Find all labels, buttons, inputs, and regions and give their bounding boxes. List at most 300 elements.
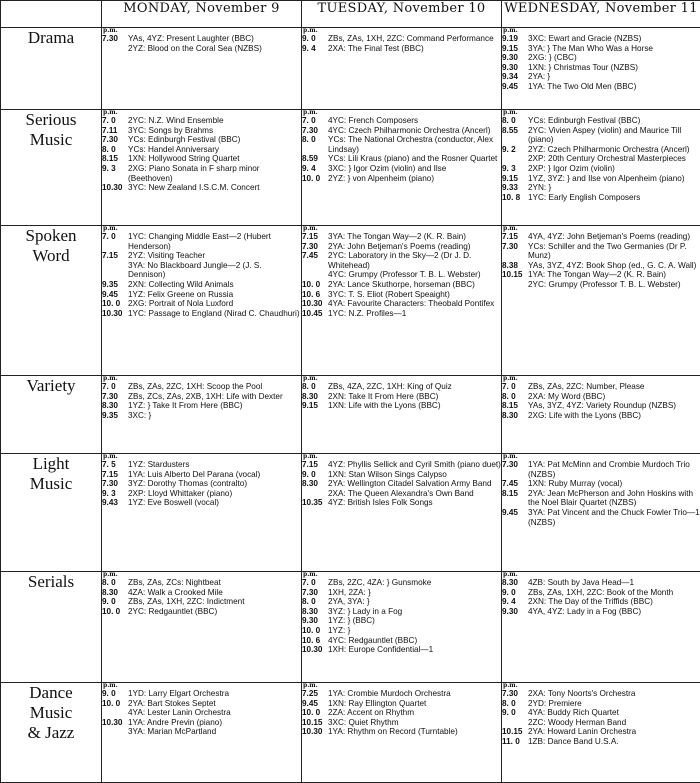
category-label-line: Music [1,703,101,723]
program-title: 2YZ: Visiting Teacher [128,251,301,261]
program-time: 10.45 [302,309,328,319]
program-time: 8.15 [502,401,528,411]
program-entry [102,401,301,411]
program-title: 1XN: Ray Ellington Quartet [328,699,501,709]
program-entry [502,154,700,164]
program-entry [502,508,700,527]
schedule-cell-monday [102,226,302,376]
schedule-cell-wednesday [502,226,700,376]
program-entry [302,626,501,636]
program-entry [102,116,301,126]
program-time: 10.30 [102,309,128,319]
program-title: YCs: The National Orchestra (conductor, Alex Lindsay) [328,135,501,154]
pm-label: p.m. [503,454,700,460]
pm-label: p.m. [103,28,301,34]
program-time: 9.15 [302,401,328,411]
program-title: 3YZ: } Lady in a Fog [328,607,501,617]
program-time: 10. 0 [102,299,128,309]
program-entry [302,382,501,392]
program-entry [302,232,501,242]
schedule-cell-wednesday [502,572,700,683]
program-entry [302,636,501,646]
program-title: 4YZ: Phyllis Sellick and Cyril Smith (piano duet) [328,460,501,470]
program-time: 10. 0 [102,607,128,617]
program-time: 8. 0 [302,135,328,154]
program-entry [502,116,700,126]
program-time: 8. 0 [102,145,128,155]
program-entry [102,232,301,251]
program-time: 8. 0 [102,578,128,588]
program-time: 8.30 [502,411,528,421]
program-title: YCs: Schiller and the Two Germanies (Dr P. Munz) [528,242,700,261]
schedule-cell-wednesday [502,110,700,226]
program-title: ZBs, 2ZC, 4ZA: } Gunsmoke [328,578,501,588]
program-entry [102,382,301,392]
program-entry [502,411,700,421]
pm-label: p.m. [103,454,301,460]
program-time: 9.45 [502,82,528,92]
program-title: 1YA: Rhythm on Record (Turntable) [328,727,501,737]
program-title: 4YA: Lester Lanin Orchestra [128,708,301,718]
program-title: YCs: Handel Anniversary [128,145,301,155]
pm-label: p.m. [303,376,501,382]
pm-label: p.m. [503,572,700,578]
category-label-line: Serials [1,572,101,592]
program-title: 2YC: Vivien Aspey (violin) and Maurice Till (piano) [528,126,700,145]
program-title: 3YA: } The Man Who Was a Horse [528,44,700,54]
program-title: 2YD: Premiere [528,699,700,709]
schedule-cell-monday [102,454,302,572]
schedule-cell-wednesday [502,454,700,572]
program-entry [102,183,301,193]
program-entry [102,699,301,709]
program-entry [302,135,501,154]
category-label-line: Spoken [1,226,101,246]
program-time [102,261,128,280]
program-time: 7.30 [302,242,328,252]
schedule-cell-monday [102,572,302,683]
program-time: 10. 0 [302,280,328,290]
program-time: 9.30 [502,63,528,73]
program-title: 1YA: Andre Previn (piano) [128,718,301,728]
schedule-cell-tuesday [302,376,502,454]
schedule-cell-monday [102,683,302,783]
program-title: 2XA: My Word (BBC) [528,392,700,402]
program-entry [102,392,301,402]
program-title: ZBs, ZAs, 1XH, 2ZC: Indictment [128,597,301,607]
program-title: 1YZ: Stardusters [128,460,301,470]
program-entry [502,232,700,242]
program-title: 4YA, 4YZ: Lady in a Fog (BBC) [528,607,700,617]
day-header-tuesday: TUESDAY, November 10 [302,1,502,28]
program-time: 8. 0 [502,116,528,126]
category-label-line: & Jazz [1,723,101,743]
program-entry [102,135,301,145]
program-title: 4YA: Favourite Characters: Theobald Pontifex [328,299,501,309]
program-entry [502,588,700,598]
program-title: YAs, 3YZ, 4YZ: Variety Roundup (NZBS) [528,401,700,411]
program-title: YCs: Lili Kraus (piano) and the Rosner Quartet [328,154,501,164]
program-entry [302,708,501,718]
program-entry [102,689,301,699]
program-entry [302,299,501,309]
schedule-cell-wednesday [502,683,700,783]
program-entry [502,34,700,44]
program-time: 7.15 [302,232,328,242]
program-entry [102,44,301,54]
category-row [1,226,700,376]
program-time [502,280,528,290]
program-entry [502,145,700,155]
pm-label: p.m. [503,28,700,34]
program-time [302,489,328,499]
program-entry [102,126,301,136]
program-title: 1YD: Larry Elgart Orchestra [128,689,301,699]
program-entry [302,479,501,489]
category-label-line: Word [1,246,101,266]
category-label [1,376,102,454]
program-entry [502,708,700,718]
program-title: 1XH: Europe Confidential—1 [328,645,501,655]
program-title: 4YC: Redgauntlet (BBC) [328,636,501,646]
program-time: 10. 6 [302,290,328,300]
program-time: 7. 0 [102,116,128,126]
program-time: 7.15 [502,232,528,242]
category-label [1,454,102,572]
program-entry [502,727,700,737]
program-title: YCs: Edinburgh Festival (BBC) [128,135,301,145]
program-time [502,154,528,164]
program-entry [102,251,301,261]
program-title: ZBs, ZAs, 2ZC, 1XH: Scoop the Pool [128,382,301,392]
program-title: 2XP: 20th Century Orchestral Masterpieces [528,154,700,164]
schedule-cell-tuesday [302,226,502,376]
program-entry [302,718,501,728]
program-time: 7. 0 [102,382,128,392]
program-title: 1XN: } Christmas Tour (NZBS) [528,63,700,73]
program-time: 7.25 [302,689,328,699]
program-time: 8.30 [302,607,328,617]
category-row [1,110,700,226]
program-title: YCs: Edinburgh Festival (BBC) [528,116,700,126]
pm-label: p.m. [503,226,700,232]
program-title: YAs, 4YZ: Present Laughter (BBC) [128,34,301,44]
program-entry [502,489,700,508]
program-entry [302,34,501,44]
program-time: 10.35 [302,498,328,508]
program-time: 10.30 [302,645,328,655]
pm-label: p.m. [103,110,301,116]
program-time: 8.30 [302,479,328,489]
program-time: 7.30 [102,392,128,402]
program-entry [302,645,501,655]
program-title: 3YA: The Tongan Way—2 (K. R. Bain) [328,232,501,242]
program-time: 9. 0 [502,708,528,718]
program-time: 10. 0 [302,708,328,718]
schedule-cell-monday [102,28,302,110]
program-time: 7. 0 [302,578,328,588]
category-label [1,28,102,110]
program-title: 4YC: Czech Philharmonic Orchestra (Ancerl) [328,126,501,136]
program-time: 7.30 [302,126,328,136]
program-time: 9.30 [302,616,328,626]
program-time: 7.15 [302,460,328,470]
program-time [102,727,128,737]
program-time: 9.30 [502,53,528,63]
program-title: ZBs, ZCs, ZAs, 2XB, 1XH: Life with Dexter [128,392,301,402]
program-time: 9. 3 [102,489,128,499]
program-time [102,708,128,718]
program-entry [302,616,501,626]
program-title: 2YA, 3YA: } [328,597,501,607]
program-time: 7.30 [502,460,528,479]
program-title: 4ZA: Walk a Crooked Mile [128,588,301,598]
schedule-cell-tuesday [302,683,502,783]
program-entry [302,689,501,699]
program-time: 9.45 [302,699,328,709]
program-time: 8.55 [502,126,528,145]
program-entry [502,689,700,699]
program-title: 2YC: Laboratory in the Sky—2 (Dr J. D. Whitehead) [328,251,501,270]
program-entry [502,126,700,145]
program-entry [302,242,501,252]
program-title: ZBs, 4ZA, 2ZC, 1XH: King of Quiz [328,382,501,392]
program-title: 1YZ: } (BBC) [328,616,501,626]
program-entry [302,578,501,588]
program-time: 9. 0 [102,689,128,699]
program-entry [102,145,301,155]
program-title: 2XG: Piano Sonata in F sharp minor (Beethoven) [128,164,301,183]
program-time: 8.30 [502,578,528,588]
program-title: 2YA: Jean McPherson and John Hoskins with the Noel Blair Quartet (NZBS) [528,489,700,508]
program-time: 10.15 [502,270,528,280]
program-title: 3YA: No Blackboard Jungle—2 (J. S. Dennison) [128,261,301,280]
program-time: 8.59 [302,154,328,164]
program-title: 2ZC: Woody Herman Band [528,718,700,728]
pm-label: p.m. [303,110,501,116]
category-label-line: Drama [1,28,101,48]
program-entry [102,588,301,598]
program-title: 2YA: Lance Skuthorpe, horseman (BBC) [328,280,501,290]
program-time: 9. 4 [302,44,328,54]
program-time: 9. 2 [502,145,528,155]
program-entry [502,174,700,184]
program-title: 2XG: } (CBC) [528,53,700,63]
program-entry [502,401,700,411]
program-title: 2ZA: Accent on Rhythm [328,708,501,718]
program-entry [502,597,700,607]
program-entry [502,63,700,73]
program-time: 10.15 [302,718,328,728]
program-title: 1XH, 2ZA: } [328,588,501,598]
category-label-line: Music [1,474,101,494]
program-title: 1XN: Ruby Murray (vocal) [528,479,700,489]
program-entry [502,193,700,203]
program-time: 10. 6 [302,636,328,646]
program-title: 4YA: Buddy Rich Quartet [528,708,700,718]
program-entry [502,44,700,54]
schedule-cell-monday [102,376,302,454]
program-time: 8. 0 [502,699,528,709]
program-time: 7.45 [302,251,328,270]
program-title: 1YA: Pat McMinn and Crombie Murdoch Trio (NZBS) [528,460,700,479]
program-entry [302,489,501,499]
program-time: 7.30 [302,588,328,598]
program-title: 3XC: } [128,411,301,421]
program-entry [102,299,301,309]
program-time: 8.30 [102,588,128,598]
program-time: 9.34 [502,72,528,82]
program-title: 3YZ: Dorothy Thomas (contralto) [128,479,301,489]
program-title: 1YZ: } Take It From Here (BBC) [128,401,301,411]
program-entry [102,309,301,319]
program-title: 2YA: John Betjeman's Poems (reading) [328,242,501,252]
program-title: 1YZ: } [328,626,501,636]
pm-label: p.m. [303,226,501,232]
program-entry [502,72,700,82]
category-label-line: Light [1,454,101,474]
program-title: 2XG: Portrait of Nola Luxford [128,299,301,309]
program-entry [102,154,301,164]
program-time: 7.45 [502,479,528,489]
program-title: 2YZ: } von Alpenheim (piano) [328,174,501,184]
program-entry [302,498,501,508]
program-title: 3YC: Songs by Brahms [128,126,301,136]
program-time [102,44,128,54]
program-title: 2YZ: Czech Philharmonic Orchestra (Ancerl) [528,145,700,155]
program-time [302,270,328,280]
program-time: 7.30 [502,242,528,261]
program-title: 1YZ: Eve Boswell (vocal) [128,498,301,508]
category-row [1,28,700,110]
program-title: 1XN: Stan Wilson Sings Calypso [328,470,501,480]
program-entry [102,718,301,728]
program-title: 2YC: N.Z. Wind Ensemble [128,116,301,126]
program-title: 2YZ: Blood on the Coral Sea (NZBS) [128,44,301,54]
program-entry [302,401,501,411]
category-label-line: Dance [1,683,101,703]
program-entry [302,154,501,164]
schedule-cell-tuesday [302,572,502,683]
program-entry [302,270,501,280]
program-entry [102,411,301,421]
program-time: 7.30 [102,135,128,145]
program-time: 8.30 [302,392,328,402]
program-title: 1YC: N.Z. Profiles—1 [328,309,501,319]
program-time: 8.15 [102,154,128,164]
category-label-line: Variety [1,376,101,396]
program-title: 1ZB: Dance Band U.S.A. [528,737,700,747]
schedule-cell-tuesday [302,454,502,572]
program-title: 2XP: } Igor Ozim (violin) [528,164,700,174]
program-time: 7.15 [102,251,128,261]
pm-label: p.m. [103,572,301,578]
program-time: 7. 5 [102,460,128,470]
program-time: 9.19 [502,34,528,44]
program-time: 7.11 [102,126,128,136]
program-title: 3XC: Ewart and Gracie (NZBS) [528,34,700,44]
program-entry [502,280,700,290]
program-entry [102,261,301,280]
category-row [1,376,700,454]
program-title: 1YZ, 3YZ: } and Ilse von Alpenheim (piano) [528,174,700,184]
program-entry [302,392,501,402]
program-time: 8. 0 [302,597,328,607]
program-entry [302,251,501,270]
program-time: 9.15 [502,174,528,184]
program-time [502,718,528,728]
program-title: 3XC: } Igor Ozim (violin) and Ilse [328,164,501,174]
program-title: 2XN: Collecting Wild Animals [128,280,301,290]
program-entry [302,588,501,598]
program-title: 2XP: Lloyd Whittaker (piano) [128,489,301,499]
program-entry [502,164,700,174]
day-header-wednesday: WEDNESDAY, November 11 [502,1,700,28]
program-title: ZBs, ZAs, 1XH, 2ZC: Book of the Month [528,588,700,598]
category-row [1,572,700,683]
program-entry [302,174,501,184]
pm-label: p.m. [503,683,700,689]
program-time: 8. 0 [502,392,528,402]
pm-label: p.m. [103,226,301,232]
program-entry [302,607,501,617]
program-entry [102,489,301,499]
program-title: 2XN: The Day of the Triffids (BBC) [528,597,700,607]
program-title: 2YA: Wellington Citadel Salvation Army Band [328,479,501,489]
schedule-cell-tuesday [302,28,502,110]
program-title: 2YN: } [528,183,700,193]
program-title: ZBs, ZAs, 2ZC: Number, Please [528,382,700,392]
program-time: 9.35 [102,280,128,290]
program-entry [102,597,301,607]
program-time: 7.15 [102,470,128,480]
program-title: 1YZ: Felix Greene on Russia [128,290,301,300]
schedule-body [1,28,700,783]
program-title: 2YA: Howard Lanin Orchestra [528,727,700,737]
program-entry [102,164,301,183]
pm-label: p.m. [503,376,700,382]
program-entry [302,460,501,470]
program-entry [302,280,501,290]
program-title: 2YA: } [528,72,700,82]
category-row [1,683,700,783]
program-time: 10. 0 [302,626,328,636]
schedule-cell-monday [102,110,302,226]
pm-label: p.m. [503,110,700,116]
program-entry [302,699,501,709]
program-time: 11. 0 [502,737,528,747]
program-time: 10.30 [302,727,328,737]
program-title: 2XA: The Final Test (BBC) [328,44,501,54]
program-time: 9. 0 [302,470,328,480]
program-time: 10. 0 [102,699,128,709]
program-title: 4YA, 4YZ: John Betjeman's Poems (reading) [528,232,700,242]
pm-label: p.m. [303,683,501,689]
program-time: 10.15 [502,727,528,737]
program-time: 9.43 [102,498,128,508]
program-entry [102,280,301,290]
program-time: 8.15 [502,489,528,508]
program-entry [102,479,301,489]
program-title: 4YC: Grumpy (Professor T. B. L. Webster) [328,270,501,280]
program-time: 7. 0 [102,232,128,251]
program-title: 2XA: Tony Noorts's Orchestra [528,689,700,699]
program-time: 9. 3 [502,164,528,174]
program-entry [502,242,700,261]
schedule-cell-wednesday [502,376,700,454]
program-entry [102,578,301,588]
program-entry [102,34,301,44]
